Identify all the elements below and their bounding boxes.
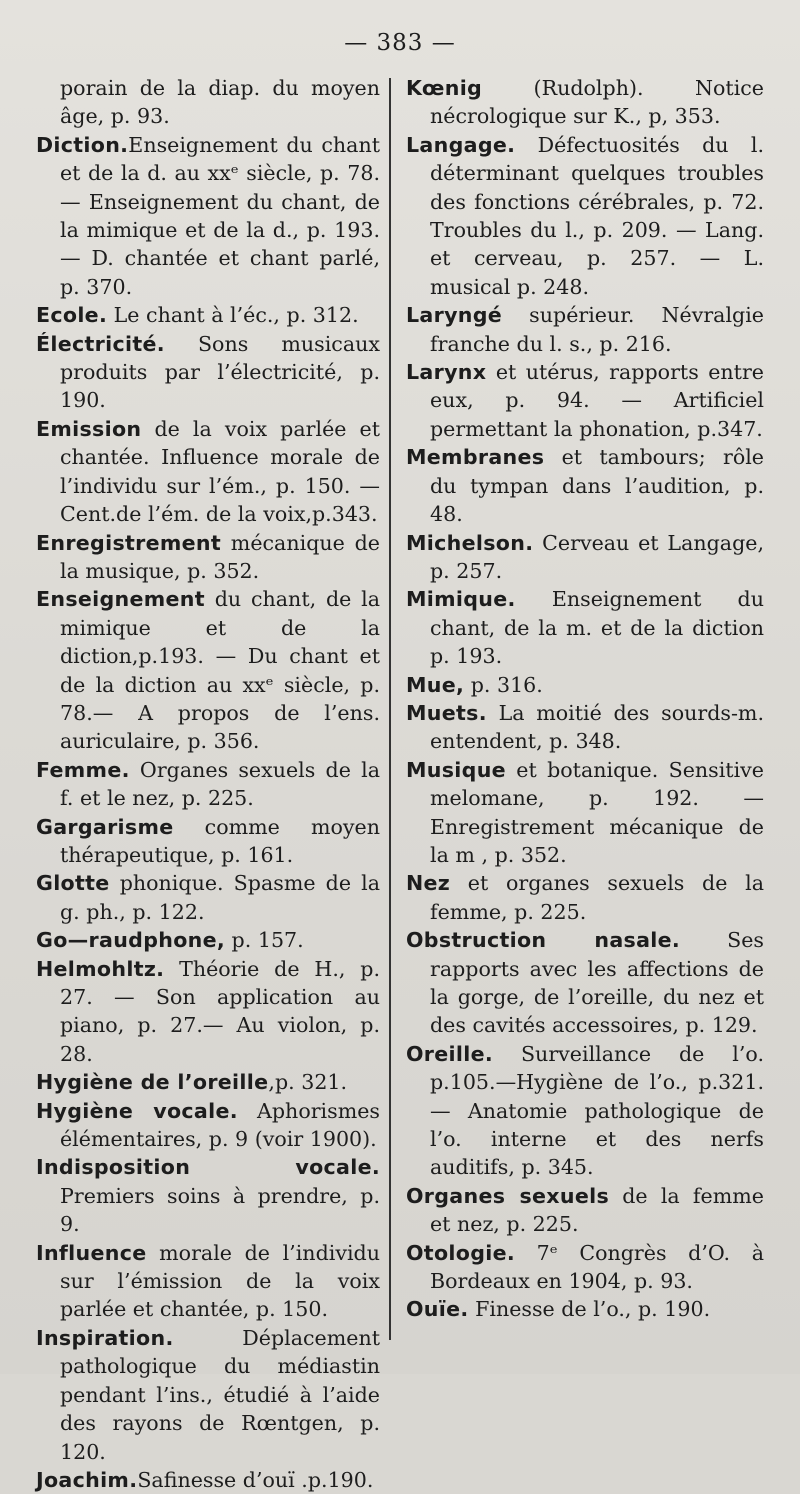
index-entry xyxy=(406,926,764,1040)
entry-keyword: Helmohltz. xyxy=(36,956,165,981)
entry-text: comme moyen thérapeutique, p. 161. xyxy=(60,814,380,867)
entry-text: Sons musicaux produits par l’électricité, p. 190. xyxy=(60,331,380,413)
right-column xyxy=(406,74,764,1324)
index-entry xyxy=(36,301,380,329)
entry-text: Finesse de l’o., p. 190. xyxy=(468,1297,711,1322)
entry-keyword: Mimique. xyxy=(406,587,516,612)
entry-keyword: Larynx xyxy=(406,360,487,385)
entry-keyword: Inspiration. xyxy=(36,1325,174,1350)
entry-text: Cerveau et Langage, p. 257. xyxy=(430,530,764,583)
index-entry xyxy=(406,529,764,586)
entry-keyword: Oreille. xyxy=(406,1041,493,1066)
index-entry xyxy=(36,585,380,755)
entry-text: Organes sexuels de la f. et le nez, p. 225. xyxy=(60,757,380,811)
index-entry xyxy=(406,699,764,756)
index-entry xyxy=(36,869,380,926)
entry-keyword: Diction. xyxy=(36,132,129,157)
index-entry xyxy=(36,1068,380,1096)
entry-keyword: Électricité. xyxy=(36,331,165,356)
entry-text: et utérus, rapports entre eux, p. 94. — Artificiel permettant la phonation, p.347. xyxy=(430,360,764,441)
entry-text: Défectuosités du l. déterminant quelques troubles des fonctions cérébrales, p. 72. Troubles du l., p. 209. — Lang. et cerveau, p. 257. — L. musical p. 248. xyxy=(430,132,764,299)
entry-text: Aphorismes élémentaires, p. 9 (voir 1900). xyxy=(60,1098,380,1152)
index-entry xyxy=(36,1324,380,1466)
entry-text: Enseignement du chant, de la m. et de la diction p. 193. xyxy=(430,587,764,669)
entry-keyword: Hygiène de l’oreille xyxy=(36,1070,269,1095)
index-entry xyxy=(36,813,380,870)
entry-keyword: Laryngé xyxy=(406,303,503,328)
index-entry xyxy=(406,443,764,528)
entry-text: Théorie de H., p. 27. — Son application au piano, p. 27.— Au violon, p. 28. xyxy=(60,956,380,1066)
entry-text: morale de l’individu sur l’émission de la voix parlée et chantée, p. 150. xyxy=(60,1240,380,1322)
index-entry xyxy=(36,415,380,529)
entry-text: Surveillance de l’o. p.105.—Hygiène de l’o., p.321. — Anatomie pathologique de l’o. interne et des nerfs auditifs, p. 345. xyxy=(430,1041,764,1180)
index-entry xyxy=(406,301,764,358)
entry-keyword: Mue, xyxy=(406,672,465,697)
entry-keyword: Michelson. xyxy=(406,530,534,555)
entry-text: du chant, de la mimique et de la diction,p.193. — Du chant et de la diction au xxᵉ siècle, p. 78.— A propos de l’ens. auriculaire, p. 356. xyxy=(60,587,380,754)
left-column xyxy=(36,74,380,1494)
entry-keyword: Emission xyxy=(36,416,142,441)
entry-text: Déplacement pathologique du médiastin pendant l’ins., étudié à l’aide des rayons de Rœntgen, p. 120. xyxy=(60,1325,380,1464)
entry-text: et botanique. Sensitive melomane, p. 192. — Enregistrement mécanique de la m , p. 352. xyxy=(430,757,764,867)
entry-keyword: Membranes xyxy=(406,445,545,470)
entry-keyword: Kœnig xyxy=(406,76,483,100)
index-entry xyxy=(406,1295,764,1323)
entry-keyword: Enregistrement xyxy=(36,530,222,555)
entry-text: 7ᵉ Congrès d’O. à Bordeaux en 1904, p. 93. xyxy=(430,1240,764,1294)
entry-keyword: Musique xyxy=(406,757,506,782)
entry-keyword: Gargarisme xyxy=(36,814,174,839)
index-entry xyxy=(36,131,380,301)
index-entry xyxy=(406,74,764,131)
index-entry xyxy=(406,671,764,699)
index-entry xyxy=(36,529,380,586)
index-entry xyxy=(406,1239,764,1296)
index-entry xyxy=(406,869,764,926)
index-entry xyxy=(36,1239,380,1324)
entry-text: et tambours; rôle du tympan dans l’audition, p. 48. xyxy=(430,445,764,527)
index-entry xyxy=(36,330,380,415)
entry-text: phonique. Spasme de la g. ph., p. 122. xyxy=(60,871,380,924)
entry-keyword: Glotte xyxy=(36,871,110,896)
entry-keyword: Muets. xyxy=(406,700,487,725)
entry-keyword: Nez xyxy=(406,871,451,896)
entry-text: ,p. 321. xyxy=(268,1070,348,1095)
index-entry xyxy=(36,1153,380,1238)
entry-keyword: Indisposition vocale. xyxy=(36,1155,380,1180)
entry-text: et organes sexuels de la femme, p. 225. xyxy=(430,871,764,924)
index-entry xyxy=(36,756,380,813)
entry-text: de la femme et nez, p. 225. xyxy=(430,1183,764,1237)
entry-text: Premiers soins à prendre, p. 9. xyxy=(60,1183,380,1237)
entry-text: de la voix parlée et chantée. Influence morale de l’individu sur l’ém., p. 150. — Cent.de l’ém. de la voix,p.343. xyxy=(60,416,380,527)
index-entry xyxy=(406,1182,764,1239)
entry-text: porain de la diap. du moyen âge, p. 93. xyxy=(60,76,380,129)
entry-text: La moitié des sourds-m. entendent, p. 348. xyxy=(430,700,764,754)
entry-keyword: Hygiène vocale. xyxy=(36,1098,238,1123)
entry-text: p. 316. xyxy=(464,672,543,697)
entry-text: Enseignement du chant et de la d. au xxᵉ siècle, p. 78. — Enseignement du chant, de la mimique et de la d., p. 193. — D. chantée et chant parlé, p. 370. xyxy=(60,132,380,299)
entry-text: p. 157. xyxy=(225,928,304,953)
entry-keyword: Influence xyxy=(36,1240,147,1265)
index-entry xyxy=(36,74,380,131)
index-entry xyxy=(406,358,764,443)
index-entry xyxy=(36,1097,380,1154)
index-entry xyxy=(406,585,764,670)
index-entry xyxy=(36,1466,380,1494)
entry-text: supérieur. Névralgie franche du l. s., p. 216. xyxy=(430,303,764,356)
entry-text: (Rudolph). Notice nécrologique sur K., p, 353. xyxy=(430,76,764,129)
entry-keyword: Otologie. xyxy=(406,1240,515,1265)
entry-text: Ses rapports avec les affections de la gorge, de l’oreille, du nez et des cavités accessoires, p. 129. xyxy=(430,928,764,1038)
entry-keyword: Go—raudphone, xyxy=(36,928,226,953)
entry-keyword: Femme. xyxy=(36,757,130,782)
index-entry xyxy=(36,955,380,1069)
entry-keyword: Ouïe. xyxy=(406,1297,469,1322)
entry-keyword: Enseignement xyxy=(36,587,205,612)
entry-text: mécanique de la musique, p. 352. xyxy=(60,530,380,583)
index-entry xyxy=(36,926,380,954)
entry-keyword: Organes sexuels xyxy=(406,1183,609,1208)
entry-keyword: Joachim. xyxy=(36,1467,138,1492)
entry-text: Le chant à l’éc., p. 312. xyxy=(107,303,359,328)
column-divider xyxy=(389,78,391,1340)
entry-keyword: Ecole. xyxy=(36,303,108,328)
entry-keyword: Obstruction nasale. xyxy=(406,928,681,953)
entry-keyword: Langage. xyxy=(406,132,516,157)
index-entry xyxy=(406,1040,764,1182)
entry-text: Safinesse d’ouï .p.190. xyxy=(137,1467,374,1492)
page-number: — 383 — xyxy=(344,30,456,56)
index-entry xyxy=(406,131,764,301)
index-entry xyxy=(406,756,764,870)
